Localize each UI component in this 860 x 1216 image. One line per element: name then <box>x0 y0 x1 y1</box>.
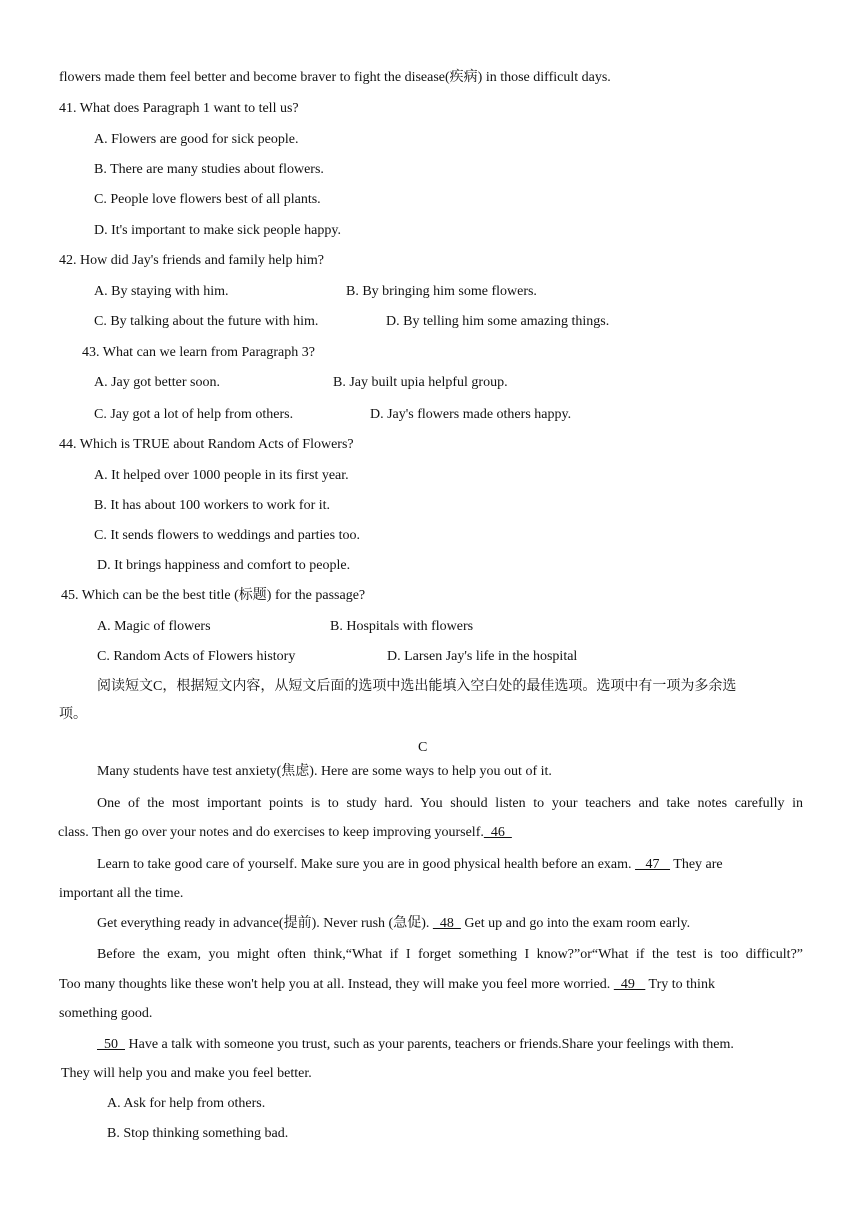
paragraph-4-text-end: Get up and go into the exam room early. <box>460 916 691 931</box>
passage-c-paragraph-3-line-1 <box>97 856 723 874</box>
question-43-option-c: C. Jay got a lot of help from others. <box>94 407 294 422</box>
question-45-option-a: A. Magic of flowers <box>97 619 211 634</box>
passage-c-paragraph-5-line-2 <box>59 976 715 994</box>
question-44-option-a: A. It helped over 1000 people in its first year. <box>94 468 349 483</box>
question-41-option-a: A. Flowers are good for sick people. <box>94 132 299 147</box>
passage-c-paragraph-6-line-1 <box>97 1036 734 1054</box>
question-42-option-b: B. By bringing him some flowers. <box>346 284 537 299</box>
passage-c-paragraph-3-line-2: important all the time. <box>59 886 184 901</box>
passage-c-paragraph-6-line-2: They will help you and make you feel better. <box>61 1066 312 1081</box>
passage-c-paragraph-5-line-3: something good. <box>59 1006 153 1021</box>
question-43-option-b: B. Jay built upia helpful group. <box>333 375 508 390</box>
paragraph-6-text: Have a talk with someone you trust, such as your parents, teachers or friends.Share your feelings with them. <box>125 1037 734 1052</box>
paragraph-5-text-end: Try to think <box>645 977 715 992</box>
question-44-option-c: C. It sends flowers to weddings and parties too. <box>94 528 360 543</box>
blank-48: 48 <box>432 916 461 931</box>
paragraph-3-text-end: They are <box>670 857 723 872</box>
passage-c-paragraph-4 <box>97 915 690 933</box>
passage-b-last-line: flowers made them feel better and become braver to fight the disease(疾病) in those difficult days. <box>59 70 611 85</box>
blank-46: 46 <box>483 825 512 840</box>
question-45-option-d: D. Larsen Jay's life in the hospital <box>387 649 578 664</box>
passage-c-paragraph-5-line-1: Before the exam, you might often think,“What if I forget something I know?”or“What if the test is too difficult?” <box>97 947 803 962</box>
question-45-option-c: C. Random Acts of Flowers history <box>97 649 296 664</box>
paragraph-4-text: Get everything ready in advance(提前). Never rush (急促). <box>97 916 433 931</box>
blank-49: 49 <box>613 977 646 992</box>
question-41-stem: 41. What does Paragraph 1 want to tell us? <box>59 101 299 116</box>
passage-c-paragraph-2-line-1: One of the most important points is to study hard. You should listen to your teachers and take notes carefully in <box>97 796 803 811</box>
question-43-option-a: A. Jay got better soon. <box>94 375 220 390</box>
question-44-stem: 44. Which is TRUE about Random Acts of Flowers? <box>59 437 354 452</box>
question-44-option-d: D. It brings happiness and comfort to people. <box>97 558 351 573</box>
passage-c-heading: C <box>418 740 428 755</box>
question-41-option-c: C. People love flowers best of all plants. <box>94 192 321 207</box>
paragraph-2-text: class. Then go over your notes and do exercises to keep improving yourself. <box>58 825 484 840</box>
answer-option-a: A. Ask for help from others. <box>107 1096 266 1111</box>
question-43-option-d: D. Jay's flowers made others happy. <box>370 407 572 422</box>
question-44-option-b: B. It has about 100 workers to work for it. <box>94 498 331 513</box>
paragraph-5-text: Too many thoughts like these won't help you at all. Instead, they will make you feel more worried. <box>59 977 614 992</box>
question-41-option-b: B. There are many studies about flowers. <box>94 162 324 177</box>
question-43-stem: 43. What can we learn from Paragraph 3? <box>82 345 315 360</box>
question-42-option-a: A. By staying with him. <box>94 284 229 299</box>
paragraph-3-text: Learn to take good care of yourself. Make sure you are in good physical health before an exam. <box>97 857 636 872</box>
question-42-stem: 42. How did Jay's friends and family help him? <box>59 253 324 268</box>
instruction-line-1: 阅读短文C，根据短文内容，从短文后面的选项中选出能填入空白处的最佳选项。选项中有一项为多余选 <box>97 679 737 694</box>
blank-50: 50 <box>97 1037 125 1052</box>
instruction-line-2: 项。 <box>59 707 87 722</box>
question-42-option-d: D. By telling him some amazing things. <box>386 314 610 329</box>
question-45-stem: 45. Which can be the best title (标题) for the passage? <box>61 588 366 603</box>
question-41-option-d: D. It's important to make sick people happy. <box>94 223 341 238</box>
blank-47: 47 <box>635 857 671 872</box>
question-42-option-c: C. By talking about the future with him. <box>94 314 319 329</box>
passage-c-paragraph-1: Many students have test anxiety(焦虑). Here are some ways to help you out of it. <box>97 764 552 779</box>
passage-c-paragraph-2-line-2 <box>58 824 512 842</box>
answer-option-b: B. Stop thinking something bad. <box>107 1126 289 1141</box>
question-45-option-b: B. Hospitals with flowers <box>330 619 474 634</box>
